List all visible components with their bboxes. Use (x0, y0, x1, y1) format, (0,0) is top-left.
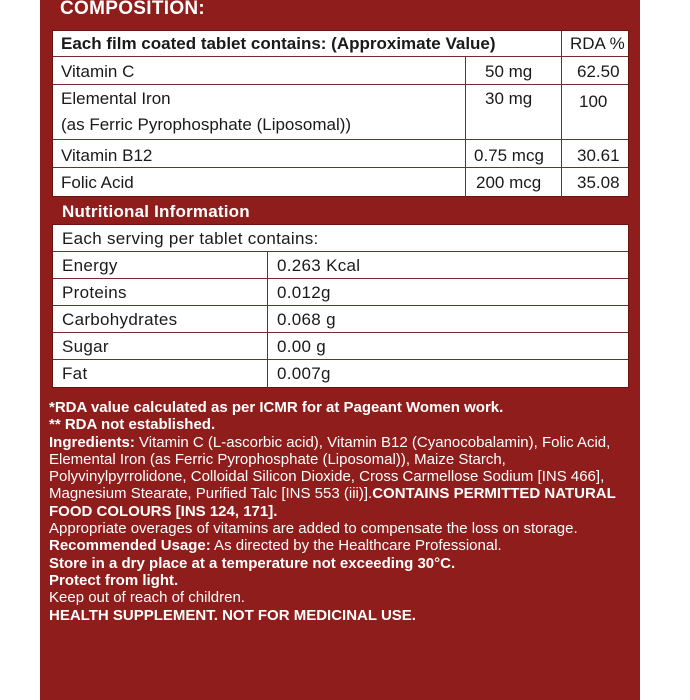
rda-note: *RDA value calculated as per ICMR for at Pageant Women work. (49, 399, 504, 416)
composition-title: COMPOSITION: (60, 0, 206, 19)
composition-row (53, 56, 628, 85)
supplement-note: HEALTH SUPPLEMENT. NOT FOR MEDICINAL USE. (49, 606, 416, 624)
colours-statement: CONTAINS PERMITTED NATURAL FOOD COLOURS [INS 124, 171]. (49, 485, 616, 520)
nutrition-name: Fat (62, 364, 88, 383)
nutrition-value: 0.263 Kcal (277, 256, 361, 275)
column-divider (267, 252, 268, 279)
nutrient-name-detail: (as Ferric Pyrophosphate (Liposomal)) (61, 115, 352, 134)
light-note: Protect from light. (49, 571, 179, 589)
nutrient-name: Folic Acid (61, 173, 134, 192)
column-divider (465, 85, 466, 140)
composition-table (52, 30, 629, 197)
nutrition-table (52, 224, 629, 388)
column-divider (561, 85, 562, 140)
nutrition-row (53, 278, 628, 306)
nutrition-name: Carbohydrates (62, 310, 178, 329)
column-divider (267, 306, 268, 333)
label-notes (49, 399, 639, 624)
nutrition-value: 0.00 g (277, 337, 327, 356)
nutrient-rda: 30.61 (577, 146, 620, 165)
nutrient-rda: 35.08 (577, 173, 620, 192)
rda-not-established: ** RDA not established. (49, 416, 216, 434)
nutrition-title: Nutritional Information (62, 202, 250, 221)
ingredients-text: Vitamin C (L-ascorbic acid), Vitamin B12 (Cyanocobalamin), Folic Acid, Elemental Iron (as Ferric Pyrophosphate (Liposomal)), Maize Starch, Polyvinylpyrrolidone, Colloidal Silicon Dioxide, Cross Carmellose Sodium [INS 466], Magnesium Stearate, Purified Talc [INS 553 (iii)]. (49, 433, 611, 503)
nutrient-rda: 100 (579, 92, 608, 111)
column-divider (561, 31, 562, 56)
storage-note: Store in a dry place at a temperature not exceeding 30°C. (49, 554, 456, 572)
nutrient-amount: 0.75 mcg (474, 146, 544, 165)
overages-note: Appropriate overages of vitamins are added to compensate the loss on storage. (49, 520, 578, 538)
nutrition-value: 0.068 g (277, 310, 336, 329)
nutrition-row (53, 251, 628, 279)
nutrient-amount: 30 mg (485, 89, 533, 108)
nutrition-value: 0.012g (277, 283, 331, 302)
label-panel (40, 0, 640, 700)
nutrition-value: 0.007g (277, 364, 331, 383)
column-divider (267, 360, 268, 388)
composition-header-row (53, 31, 628, 56)
nutrient-name: Vitamin B12 (61, 146, 153, 165)
column-divider (561, 168, 562, 197)
nutrition-name: Proteins (62, 283, 127, 302)
column-divider (465, 168, 466, 197)
nutrition-header: Each serving per tablet contains: (62, 229, 319, 248)
children-note: Keep out of reach of children. (49, 589, 245, 607)
column-divider (465, 57, 466, 85)
nutrition-name: Energy (62, 256, 118, 275)
column-divider (267, 333, 268, 360)
composition-header-label: Each film coated tablet contains: (Approximate Value) (61, 34, 496, 53)
nutrient-name: Vitamin C (61, 62, 135, 81)
composition-header-rda: RDA % (570, 34, 625, 53)
nutrition-name: Sugar (62, 337, 109, 356)
ingredients-paragraph (49, 434, 639, 520)
usage-paragraph (49, 537, 639, 554)
nutrition-row (53, 332, 628, 360)
composition-row (53, 139, 628, 168)
ingredients-label: Ingredients: (49, 433, 135, 451)
nutrient-amount: 50 mg (485, 62, 533, 81)
column-divider (465, 140, 466, 168)
usage-label: Recommended Usage: (49, 537, 211, 555)
nutrient-rda: 62.50 (577, 62, 620, 81)
composition-row (53, 167, 628, 197)
nutrient-amount: 200 mcg (476, 173, 542, 192)
column-divider (561, 57, 562, 85)
nutrient-name: Elemental Iron (61, 89, 171, 108)
nutrition-header-row (53, 225, 628, 251)
nutrition-row (53, 359, 628, 388)
usage-text: As directed by the Healthcare Professional. (210, 537, 502, 555)
composition-row (53, 84, 628, 140)
column-divider (561, 140, 562, 168)
nutrition-row (53, 305, 628, 333)
column-divider (267, 279, 268, 306)
